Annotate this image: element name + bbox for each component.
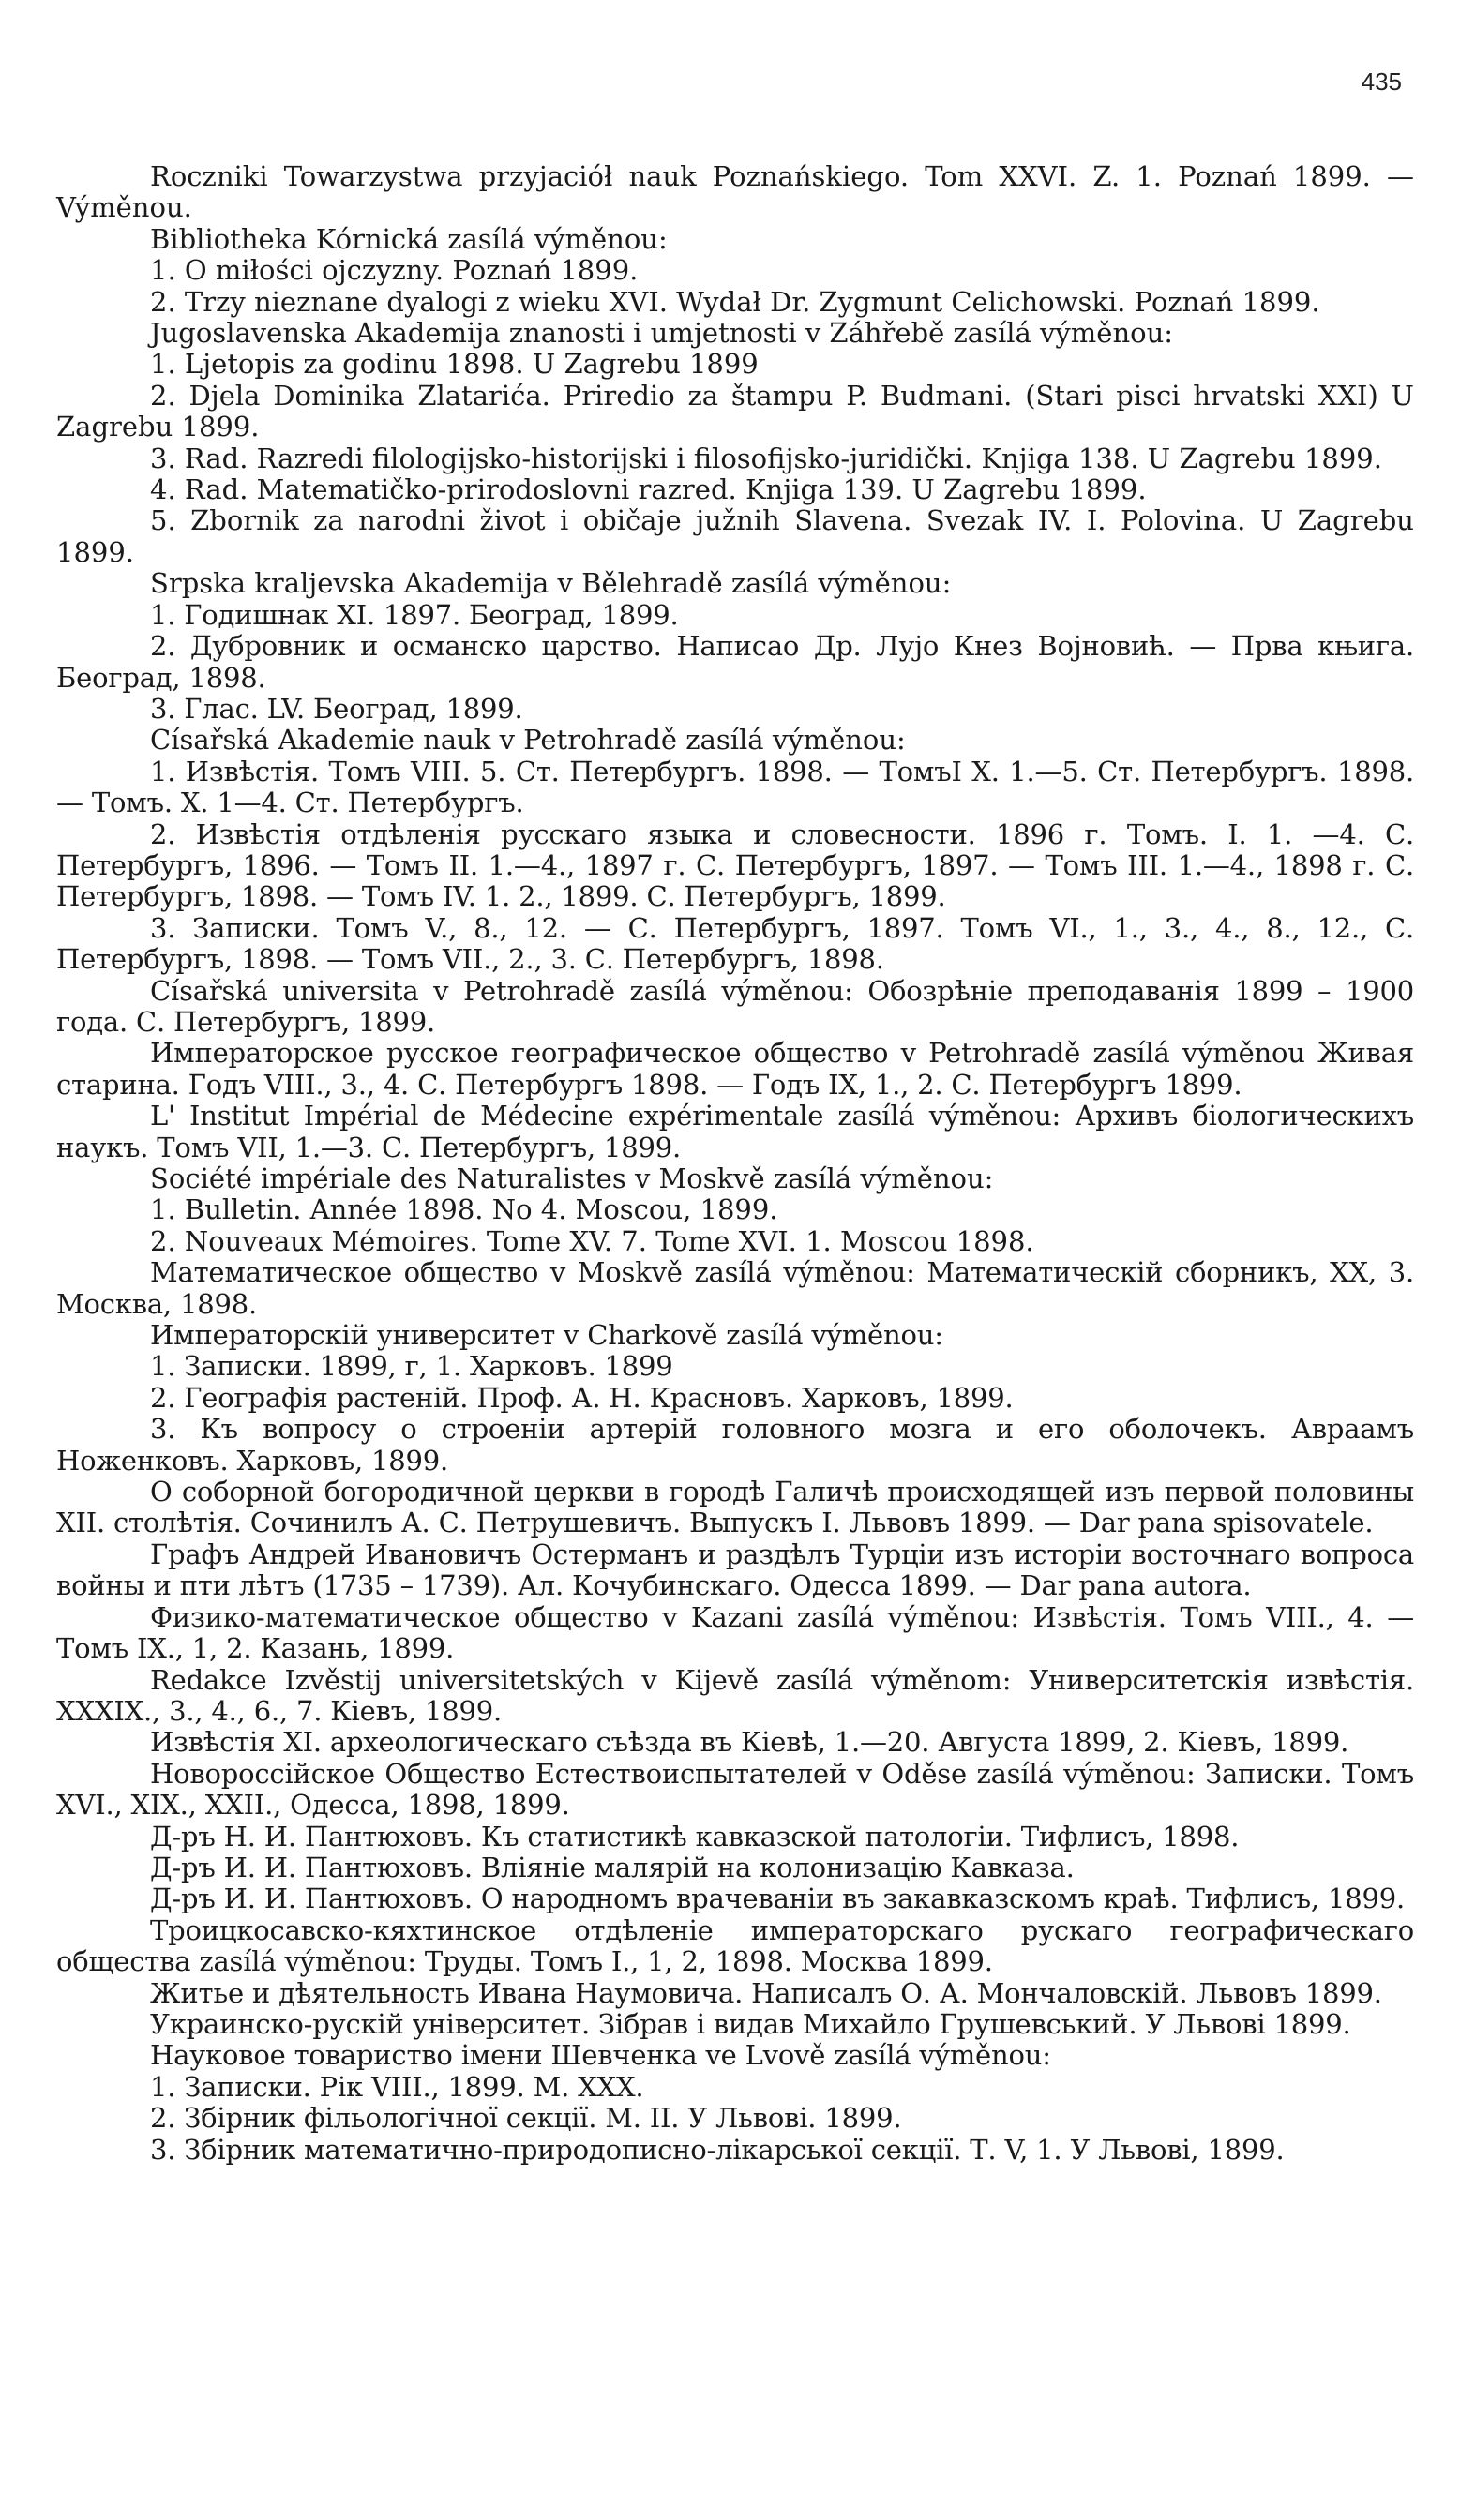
list-item: 3. Къ вопросу о строеніи артерій головного мозга и его оболочекъ. Авраамъ Ноженковъ. Харковъ, 1899.: [56, 1413, 1414, 1477]
entry-paragraph: Украинско-рускій університет. Зібрав і видав Михайло Грушевський. У Львові 1899.: [150, 2007, 1351, 2040]
list-item: 2. Trzy nieznane dyalogi z wieku XVI. Wydał Dr. Zygmunt Celichowski. Poznań 1899.: [150, 285, 1320, 318]
list-item: 2. Извѣстія отдѣленія русскаго языка и словесности. 1896 г. Томъ. I. 1. —4. С. Петербургъ, 1896. — Томъ II. 1.—4., 1897 г. С. Петербургъ, 1897. — Томъ III. 1.—4., 1898 г. С. Петербургъ, 1898. — Томъ IV. 1. 2., 1899. С. Петербургъ, 1899.: [56, 818, 1414, 913]
list-item: 3. Глас. LV. Београд, 1899.: [150, 692, 523, 725]
entry-paragraph: Císařská Akademie nauk v Petrohradě zasílá výměnou:: [150, 724, 906, 757]
list-item: 1. Bulletin. Année 1898. No 4. Moscou, 1899.: [150, 1193, 778, 1226]
list-item: 4. Rad. Matematičko-prirodoslovni razred. Knjiga 139. U Zagrebu 1899.: [150, 473, 1147, 506]
list-item: 1. Записки. 1899, г, 1. Харковъ. 1899: [150, 1350, 673, 1383]
entry-paragraph: О соборной богородичной церкви в городѣ Галичѣ происходящей изъ первой половины XII. столѣтія. Сочинилъ А. С. Петрушевичъ. Выпускъ I. Львовъ 1899. — Dar pana spisovatele.: [56, 1476, 1414, 1539]
entry-paragraph: Císařská universita v Petrohradě zasílá výměnou: Обозрѣніе преподаванія 1899 – 1900 года. С. Петербургъ, 1899.: [56, 974, 1414, 1038]
list-item: 3. Збірник математично-природописно-лікарської секції. Т. V, 1. У Львові, 1899.: [150, 2133, 1285, 2166]
list-item: 2. Nouveaux Mémoires. Tome XV. 7. Tome XVI. 1. Moscou 1898.: [150, 1224, 1034, 1257]
entry-paragraph: Науковое товариство імени Шевченка ve Lvově zasílá výměnou:: [150, 2039, 1051, 2072]
entry-paragraph: Д-ръ И. И. Пантюховъ. О народномъ врачеваніи въ закавказскомъ краѣ. Тифлисъ, 1899.: [150, 1882, 1405, 1915]
entry-paragraph: Bibliotheka Kórnická zasílá výměnou:: [150, 222, 668, 255]
document-body: [56, 161, 1414, 2166]
list-item: 2. Географія растеній. Проф. А. Н. Красновъ. Харковъ, 1899.: [150, 1381, 1014, 1414]
entry-paragraph: L' Institut Impérial de Médecine expérimentale zasílá výměnou: Архивъ біологическихъ наукъ. Томъ VII, 1.—3. С. Петербургъ, 1899.: [56, 1100, 1414, 1163]
entry-paragraph: Математическое общество v Moskvě zasílá výměnou: Математическій сборникъ, XX, 3. Москва, 1898.: [56, 1256, 1414, 1320]
entry-paragraph: Графъ Андрей Ивановичъ Остерманъ и раздѣлъ Турціи изъ исторіи восточнаго вопроса войны и пти лѣтъ (1735 – 1739). Ал. Кочубинскаго. Одесса 1899. — Dar pana autora.: [56, 1538, 1414, 1602]
list-item: 2. Дубровник и османско царство. Написао Др. Лујо Кнез Војновић. — Прва књига. Београд, 1898.: [56, 630, 1414, 694]
entry-paragraph: Société impériale des Naturalistes v Moskvě zasílá výměnou:: [150, 1162, 994, 1194]
list-item: 2. Збірник фільологічної секції. М. II. У Львові. 1899.: [150, 2102, 902, 2135]
entry-paragraph: Srpska kraljevska Akademija v Bělehradě zasílá výměnou:: [150, 567, 952, 600]
entry-paragraph: Императорскій университет v Charkově zasílá výměnou:: [150, 1319, 943, 1352]
list-item: 1. O miłości ojczyzny. Poznań 1899.: [150, 254, 639, 287]
list-item: 2. Djela Dominika Zlatarića. Priredio za štampu P. Budmani. (Stari pisci hrvatski XXI) U Zagrebu 1899.: [56, 379, 1414, 443]
entry-paragraph: Roczniki Towarzystwa przyjaciół nauk Poznańskiego. Tom XXVI. Z. 1. Poznań 1899. — Výměnou.: [56, 160, 1414, 224]
page-number: 435: [1361, 68, 1402, 96]
list-item: 1. Годишнак XI. 1897. Београд, 1899.: [150, 598, 679, 631]
entry-paragraph: Jugoslavenska Akademija znanosti i umjetnosti v Záhřebě zasílá výměnou:: [150, 317, 1174, 350]
entry-paragraph: Императорское русское географическое общество v Petrohradě zasílá výměnou Живая старина. Годъ VIII., 3., 4. С. Петербургъ 1898. — Годъ IX, 1., 2. С. Петербургъ 1899.: [56, 1037, 1414, 1101]
list-item: 3. Rad. Razredi filologijsko-historijski i filosofijsko-juridički. Knjiga 138. U Zagrebu 1899.: [150, 442, 1382, 474]
entry-paragraph: Новороссійское Общество Естествоиспытателей v Oděse zasílá výměnou: Записки. Томъ XVI., XIX., XXII., Одесса, 1898, 1899.: [56, 1757, 1414, 1822]
entry-paragraph: Извѣстія XI. археологическаго съѣзда въ Кіевѣ, 1.—20. Августа 1899, 2. Кіевъ, 1899.: [150, 1726, 1349, 1759]
list-item: 1. Извѣстія. Томъ VIII. 5. Ст. Петербургъ. 1898. — ТомъI X. 1.—5. Ст. Петербургъ. 1898. — Томъ. X. 1—4. Ст. Петербургъ.: [56, 755, 1414, 819]
entry-paragraph: Redakce Izvěstij universitetských v Kijevě zasílá výměnom: Университетскія извѣстія. XXXIX., 3., 4., 6., 7. Кіевъ, 1899.: [56, 1663, 1414, 1727]
list-item: 5. Zbornik za narodni život i običaje južnih Slavena. Svezak IV. I. Polovina. U Zagrebu 1899.: [56, 504, 1414, 568]
entry-paragraph: Д-ръ И. И. Пантюховъ. Вліяніе малярій на колонизацію Кавказа.: [150, 1851, 1075, 1883]
entry-paragraph: Житье и дѣятельность Ивана Наумовича. Написалъ О. А. Мончаловскій. Львовъ 1899.: [150, 1976, 1382, 2009]
list-item: 1. Ljetopis za godinu 1898. U Zagrebu 1899: [150, 348, 759, 381]
entry-paragraph: Троицкосавско-кяхтинское отдѣленіе императорскаго рускаго географическаго общества zasílá výměnou: Труды. Томъ I., 1, 2, 1898. Москва 1899.: [56, 1913, 1414, 1978]
entry-paragraph: Д-ръ Н. И. Пантюховъ. Къ статистикѣ кавказской патологіи. Тифлисъ, 1898.: [150, 1820, 1240, 1852]
list-item: 1. Записки. Рік VIII., 1899. М. XXX.: [150, 2070, 644, 2103]
list-item: 3. Записки. Томъ V., 8., 12. — С. Петербургъ, 1897. Томъ VI., 1., 3., 4., 8., 12., С. Петербургъ, 1898. — Томъ VII., 2., 3. С. Петербургъ, 1898.: [56, 911, 1414, 976]
entry-paragraph: Физико-математическое общество v Kazani zasílá výměnou: Извѣстія. Томъ VIII., 4. — Томъ IX., 1, 2. Казань, 1899.: [56, 1600, 1414, 1665]
